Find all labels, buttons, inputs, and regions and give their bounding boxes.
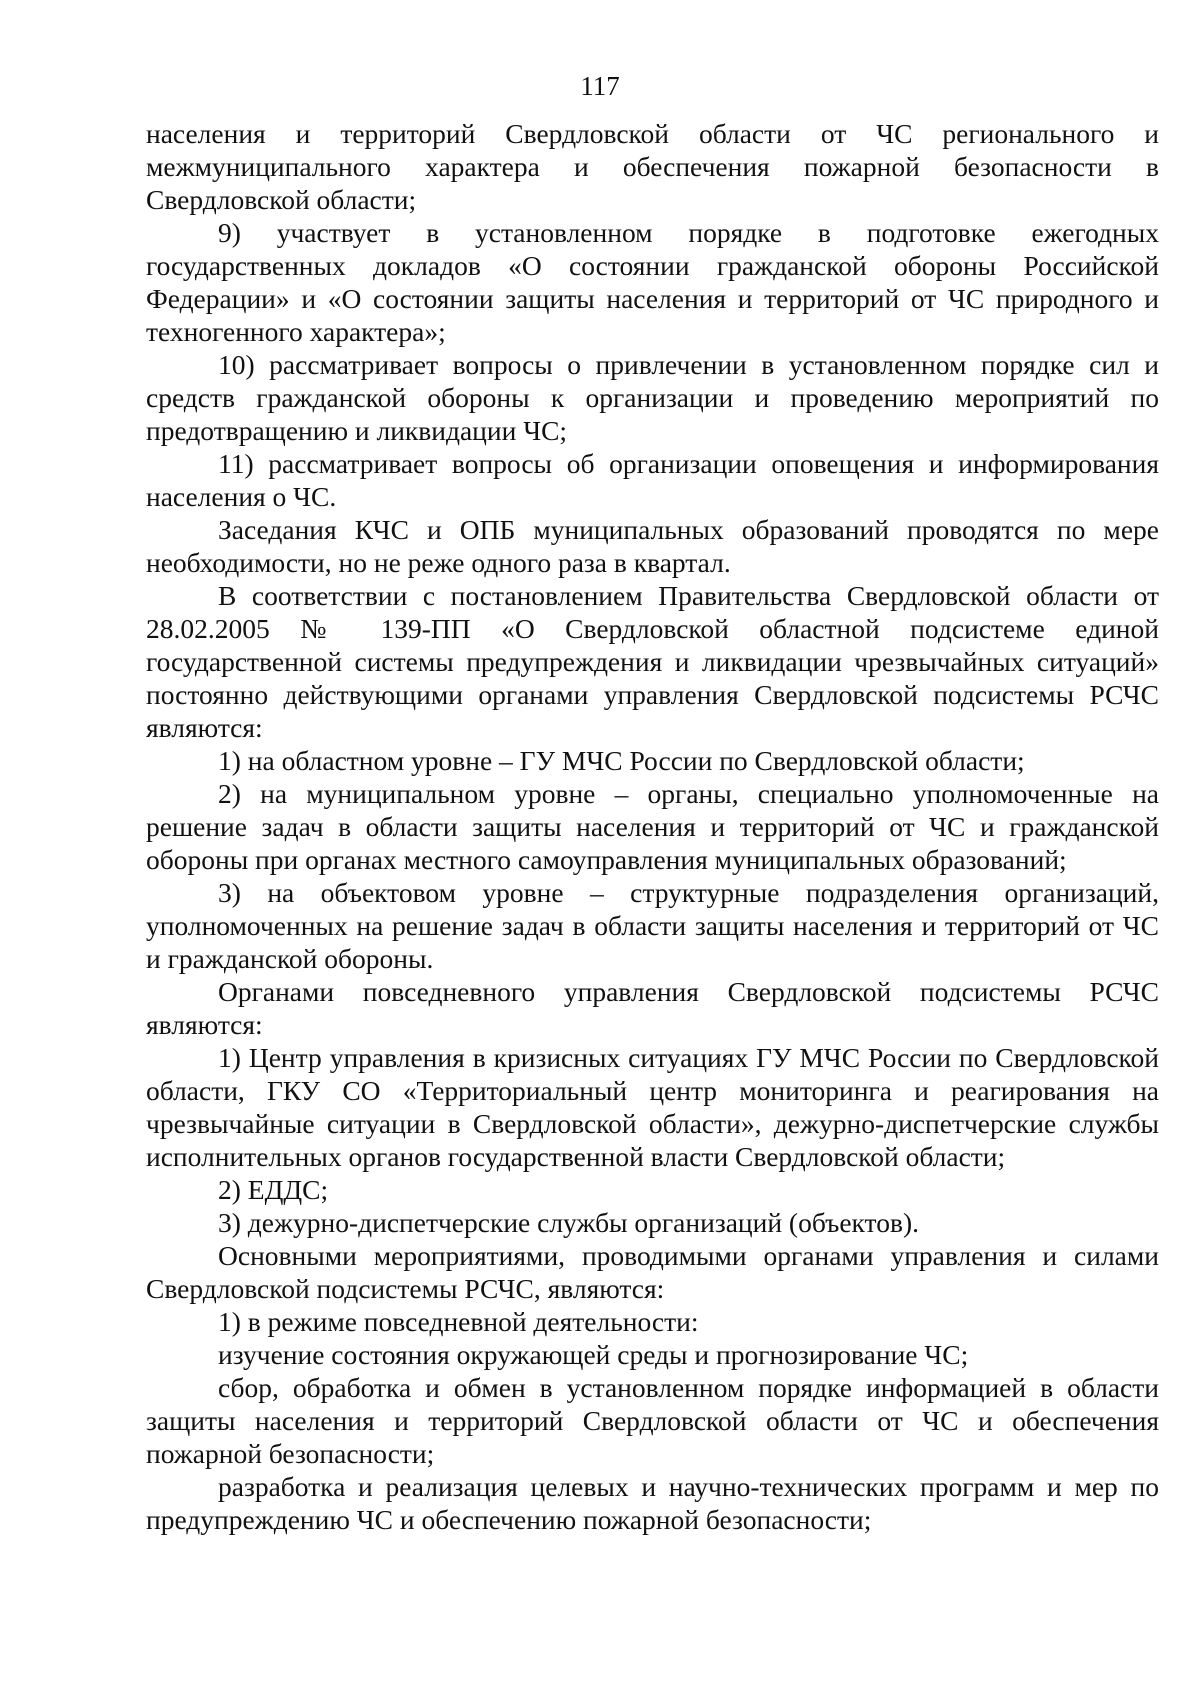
paragraph-information-exchange: сбор, обработка и обмен в установленном порядке информацией в области защиты населения и территорий Свердловской области от ЧС и обеспечения пожарной безопасности; — [146, 1372, 1159, 1469]
paragraph-crisis-center: 1) Центр управления в кризисных ситуациях ГУ МЧС России по Свердловской области, ГКУ СО «Территориальный центр мониторинга и реагирования на чрезвычайные ситуации в Свердловской области», дежурно-диспетчерские службы исполнительных органов государственной власти Свердловской области; — [146, 1042, 1159, 1172]
paragraph-main-activities: Основными мероприятиями, проводимыми органами управления и силами Свердловской подсистемы РСЧС, являются: — [146, 1240, 1159, 1304]
document-body — [146, 117, 1159, 1536]
paragraph-regional-level: 1) на областном уровне – ГУ МЧС России по Свердловской области; — [218, 745, 1025, 776]
paragraph-programs: разработка и реализация целевых и научно-технических программ и мер по предупреждению ЧС и обеспечению пожарной безопасности; — [146, 1471, 1159, 1535]
paragraph-dispatch-services: 3) дежурно-диспетчерские службы организаций (объектов). — [218, 1207, 919, 1238]
paragraph-daily-mode: 1) в режиме повседневной деятельности: — [218, 1306, 699, 1337]
paragraph-continuation: населения и территорий Свердловской области от ЧС регионального и межмуниципального характера и обеспечения пожарной безопасности в Свердловской области; — [146, 118, 1159, 215]
paragraph-meetings: Заседания КЧС и ОПБ муниципальных образований проводятся по мере необходимости, но не реже одного раза в квартал. — [146, 514, 1159, 578]
paragraph-municipal-level: 2) на муниципальном уровне – органы, специально уполномоченные на решение задач в области защиты населения и территорий от ЧС и гражданской обороны при органах местного самоуправления муниципальных образований; — [146, 778, 1159, 875]
paragraph-item-9: 9) участвует в установленном порядке в подготовке ежегодных государственных докладов «О состоянии гражданской обороны Российской Федерации» и «О состоянии защиты населения и территорий от ЧС природного и техногенного характера»; — [146, 217, 1159, 347]
paragraph-resolution: В соответствии с постановлением Правительства Свердловской области от 28.02.2005 № 139-ПП «О Свердловской областной подсистеме единой государственной системы предупреждения и ликвидации чрезвычайных ситуаций» постоянно действующими органами управления Свердловской подсистемы РСЧС являются: — [146, 580, 1159, 743]
paragraph-item-10: 10) рассматривает вопросы о привлечении в установленном порядке сил и средств гражданской обороны к организации и проведению мероприятий по предотвращению и ликвидации ЧС; — [146, 349, 1159, 446]
paragraph-item-11: 11) рассматривает вопросы об организации оповещения и информирования населения о ЧС. — [146, 448, 1159, 512]
paragraph-object-level: 3) на объектовом уровне – структурные подразделения организаций, уполномоченных на решение задач в области защиты населения и территорий от ЧС и гражданской обороны. — [146, 877, 1159, 974]
paragraph-daily-management: Органами повседневного управления Свердловской подсистемы РСЧС являются: — [146, 976, 1159, 1040]
page-number: 117 — [580, 71, 620, 101]
paragraph-edds: 2) ЕДДС; — [218, 1174, 329, 1205]
paragraph-environment-study: изучение состояния окружающей среды и прогнозирование ЧС; — [218, 1339, 969, 1370]
